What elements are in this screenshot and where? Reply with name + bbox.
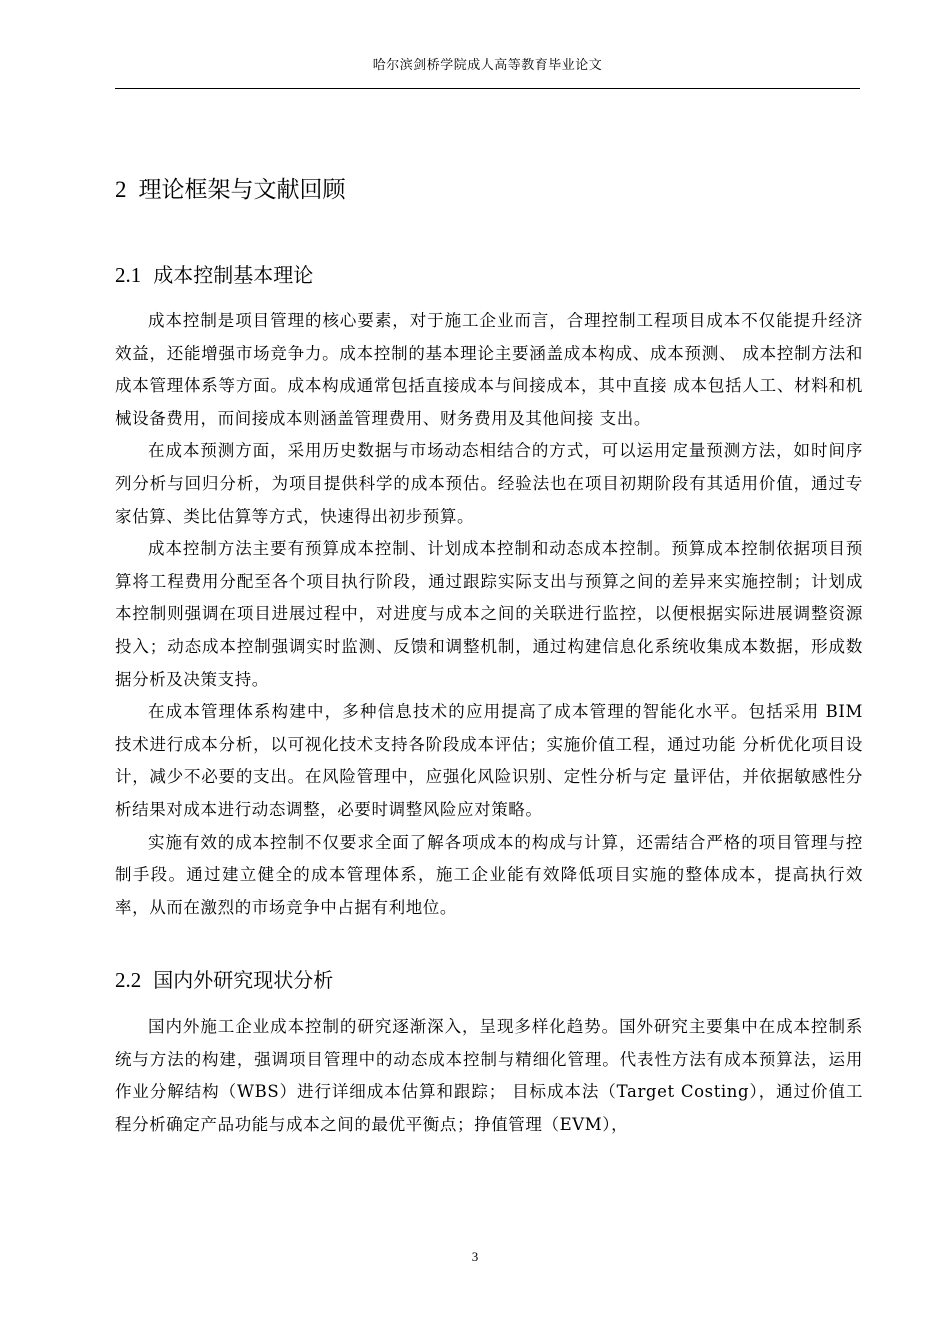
section-2-2-body (115, 1011, 863, 1141)
section-heading-2-1 (115, 261, 313, 289)
page-number: 3 (471, 1249, 479, 1264)
section-number: 2.2 (115, 968, 142, 992)
paragraph: 实施有效的成本控制不仅要求全面了解各项成本的构成与计算，还需结合严格的项目管理与控制手段。通过建立健全的成本管理体系，施工企业能有效降低项目实施的整体成本，提高执行效率，从而在激烈的市场竞争中占据有利地位。 (115, 832, 863, 917)
section-2-1-body (115, 305, 863, 924)
section-title: 国内外研究现状分析 (153, 968, 334, 992)
paragraph: 在成本预测方面，采用历史数据与市场动态相结合的方式，可以运用定量预测方法，如时间序列分析与回归分析，为项目提供科学的成本预估。经验法也在项目初期阶段有其适用价值，通过专家估算、类比估算等方式，快速得出初步预算。 (115, 441, 863, 526)
paragraph: 成本控制是项目管理的核心要素，对于施工企业而言，合理控制工程项目成本不仅能提升经济效益，还能增强市场竞争力。成本控制的基本理论主要涵盖成本构成、成本预测、 成本控制方法和成本管理体系等方面。成本构成通常包括直接成本与间接成本，其中直接 成本包括人工、材料和机械设备费用，而间接成本则涵盖管理费用、财务费用及其他间接 支出。 (115, 311, 863, 428)
section-title: 成本控制基本理论 (153, 263, 314, 287)
section-number: 2.1 (115, 263, 142, 287)
chapter-heading (115, 174, 346, 206)
header-divider (115, 88, 860, 89)
chapter-number: 2 (115, 177, 127, 202)
chapter-title: 理论框架与文献回顾 (138, 177, 346, 203)
paragraph: 成本控制方法主要有预算成本控制、计划成本控制和动态成本控制。预算成本控制依据项目预算将工程费用分配至各个项目执行阶段，通过跟踪实际支出与预算之间的差异来实施控制；计划成本控制则强调在项目进展过程中，对进度与成本之间的关联进行监控，以便根据实际进展调整资源投入；动态成本控制强调实时监测、反馈和调整机制，通过构建信息化系统收集成本数据，形成数据分析及决策支持。 (115, 539, 863, 689)
running-header: 哈尔滨剑桥学院成人高等教育毕业论文 (372, 58, 603, 73)
paragraph: 国内外施工企业成本控制的研究逐渐深入，呈现多样化趋势。国外研究主要集中在成本控制系统与方法的构建，强调项目管理中的动态成本控制与精细化管理。代表性方法有成本预算法，运用作业分解结构（WBS）进行详细成本估算和跟踪； 目标成本法（Target Costing），通过价值工程分析确定产品功能与成本之间的最优平衡点；挣值管理（EVM）， (115, 1017, 863, 1134)
section-heading-2-2 (115, 966, 333, 994)
paragraph: 在成本管理体系构建中，多种信息技术的应用提高了成本管理的智能化水平。包括采用 BIM 技术进行成本分析，以可视化技术支持各阶段成本评估；实施价值工程，通过功能 分析优化项目设计，减少不必要的支出。在风险管理中，应强化风险识别、定性分析与定 量评估，并依据敏感性分析结果对成本进行动态调整，必要时调整风险应对策略。 (115, 702, 863, 819)
